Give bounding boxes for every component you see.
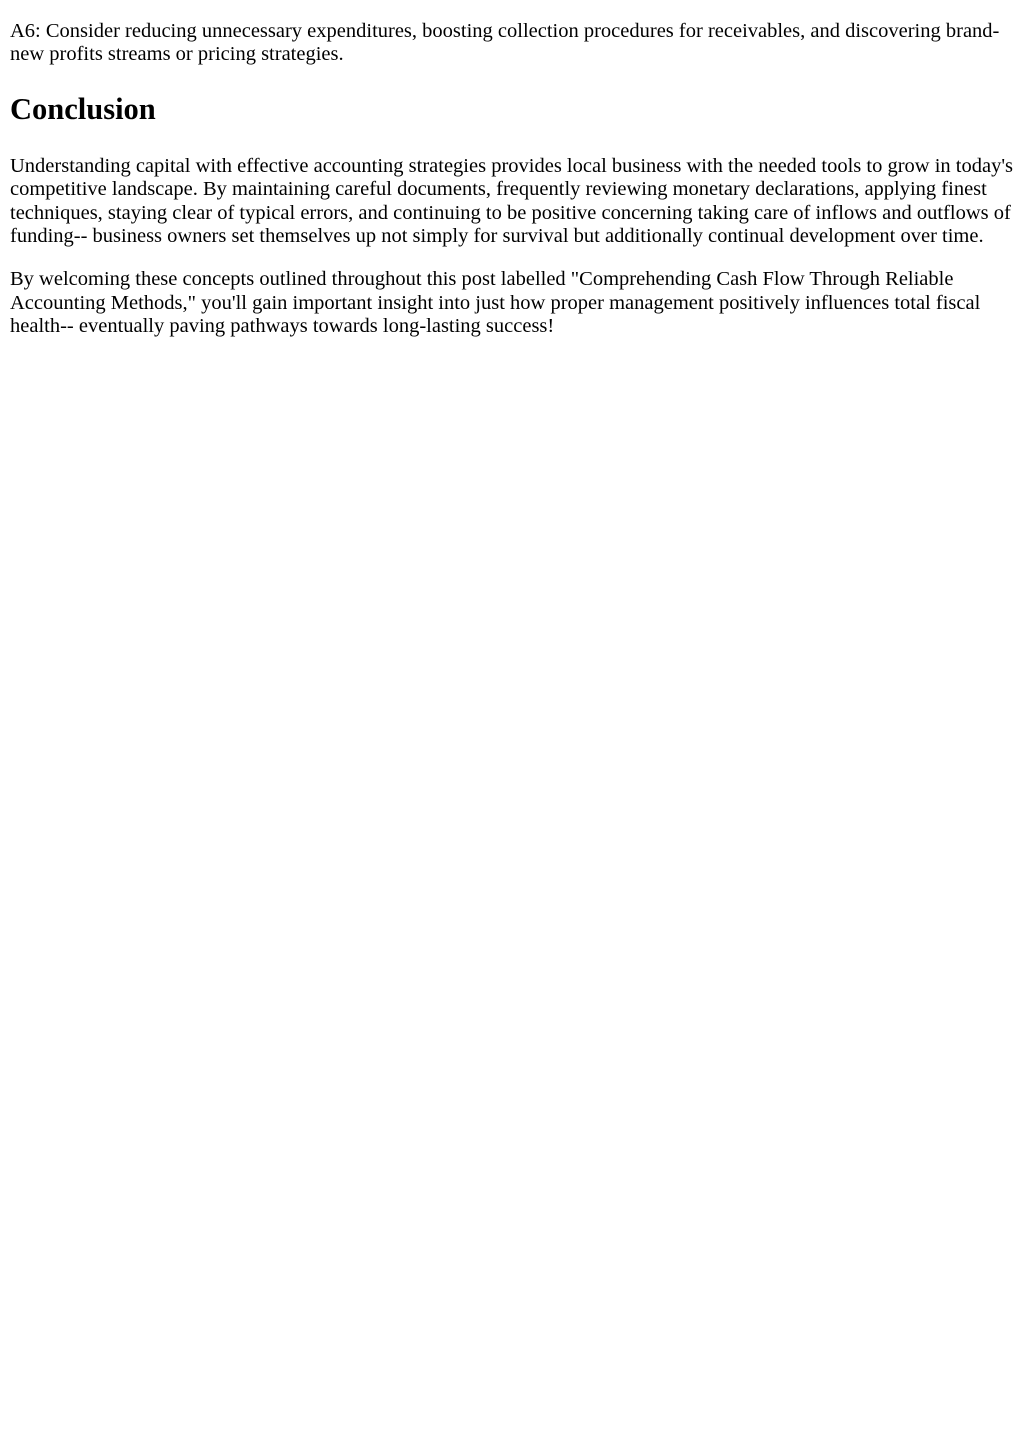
conclusion-paragraph-2: By welcoming these concepts outlined throughout this post labelled "Comprehending Cash Flow Through Reliable Accounting Methods," you'll gain important insight into just how proper management positively influences total fiscal health-- eventually paving pathways towards long-lasting success! [10,268,981,338]
document-page [0,0,1024,339]
conclusion-paragraph-1: Understanding capital with effective accounting strategies provides local business with the needed tools to grow in today's competitive landscape. By maintaining careful documents, frequently reviewing monetary declarations, applying finest techniques, staying clear of typical errors, and continuing to be positive concerning taking care of inflows and outflows of funding-- business owners set themselves up not simply for survival but additionally continual development over time. [10,154,1014,248]
faq-answer-a6: A6: Consider reducing unnecessary expenditures, boosting collection procedures for receivables, and discovering brand-new profits streams or pricing strategies. [10,20,1000,66]
conclusion-heading: Conclusion [10,91,156,126]
